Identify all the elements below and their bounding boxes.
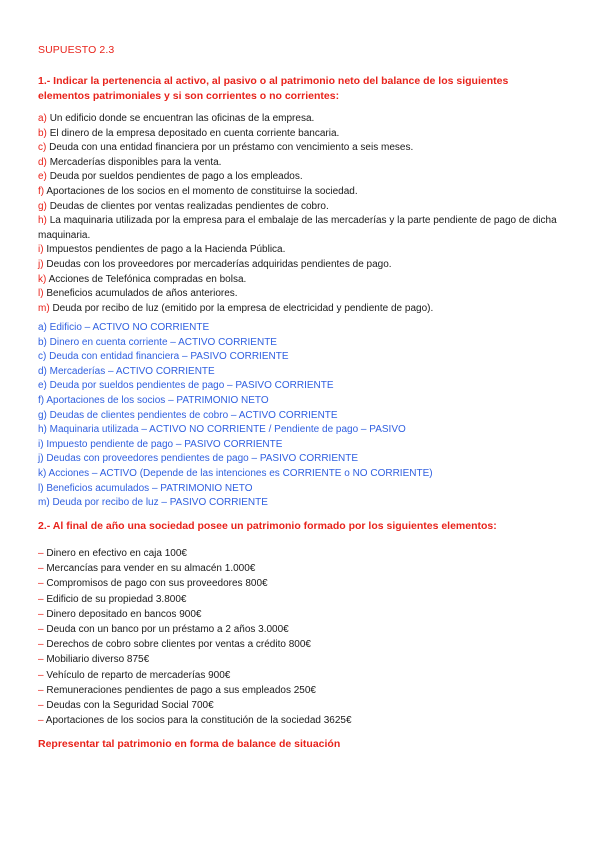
list-item: – Edificio de su propiedad 3.800€ [38, 593, 187, 605]
list-item: – Derechos de cobro sobre clientes por ventas a crédito 800€ [38, 639, 311, 651]
list-item: i) Impuestos pendientes de pago a la Hacienda Pública. [38, 244, 286, 256]
list-item: g) Deudas de clientes por ventas realizadas pendientes de cobro. [38, 200, 329, 212]
list-item: c) Deuda con una entidad financiera por un préstamo con vencimiento a seis meses. [38, 142, 414, 154]
answer-item: k) Acciones – ACTIVO (Depende de las intenciones es CORRIENTE o NO CORRIENTE) [38, 467, 433, 479]
list-item: m) Deuda por recibo de luz (emitido por la empresa de electricidad y pendiente de pago). [38, 302, 434, 314]
list-item: – Compromisos de pago con sus proveedores 800€ [38, 578, 268, 590]
answer-item: d) Mercaderías – ACTIVO CORRIENTE [38, 365, 215, 377]
question-1-items [38, 112, 568, 316]
list-item: – Deudas con la Seguridad Social 700€ [38, 700, 214, 712]
list-item: – Remuneraciones pendientes de pago a sus empleados 250€ [38, 684, 316, 696]
question-1-answers [38, 321, 568, 511]
list-item: – Mercancías para vender en su almacén 1.000€ [38, 563, 256, 575]
list-item: – Vehículo de reparto de mercaderías 900€ [38, 669, 231, 681]
question-2-heading: 2.- Al final de año una sociedad posee un patrimonio formado por los siguientes elementos: [38, 520, 497, 532]
answer-item: j) Deudas con proveedores pendientes de pago – PASIVO CORRIENTE [38, 453, 358, 465]
answer-item: l) Beneficios acumulados – PATRIMONIO NETO [38, 482, 253, 494]
answer-item: a) Edificio – ACTIVO NO CORRIENTE [38, 322, 210, 333]
answer-item: b) Dinero en cuenta corriente – ACTIVO CORRIENTE [38, 336, 277, 348]
answer-item: g) Deudas de clientes pendientes de cobro – ACTIVO CORRIENTE [38, 409, 338, 421]
list-item: k) Acciones de Telefónica compradas en bolsa. [38, 273, 247, 285]
answer-item: c) Deuda con entidad financiera – PASIVO CORRIENTE [38, 351, 289, 363]
list-item: d) Mercaderías disponibles para la venta. [38, 156, 222, 168]
list-item: h) La maquinaria utilizada por la empresa para el embalaje de las mercaderías y la parte pendiente de pago de dicha maquinaria. [38, 215, 557, 241]
list-item: – Dinero depositado en bancos 900€ [38, 608, 202, 620]
list-item: – Dinero en efectivo en caja 100€ [38, 548, 187, 559]
question-2-items [38, 546, 568, 728]
page-title: SUPUESTO 2.3 [38, 44, 115, 56]
list-item: – Aportaciones de los socios para la constitución de la sociedad 3625€ [38, 715, 352, 727]
list-item: b) El dinero de la empresa depositado en cuenta corriente bancaria. [38, 127, 340, 139]
list-item: j) Deudas con los proveedores por mercaderías adquiridas pendientes de pago. [38, 258, 392, 270]
answer-item: e) Deuda por sueldos pendientes de pago – PASIVO CORRIENTE [38, 380, 334, 392]
list-item: a) Un edificio donde se encuentran las oficinas de la empresa. [38, 113, 315, 124]
answer-item: i) Impuesto pendiente de pago – PASIVO CORRIENTE [38, 438, 283, 450]
answer-item: m) Deuda por recibo de luz – PASIVO CORRIENTE [38, 497, 268, 509]
list-item: f) Aportaciones de los socios en el momento de constituirse la sociedad. [38, 185, 358, 197]
list-item: e) Deuda por sueldos pendientes de pago a los empleados. [38, 171, 303, 183]
list-item: l) Beneficios acumulados de años anteriores. [38, 288, 238, 300]
answer-item: f) Aportaciones de los socios – PATRIMONIO NETO [38, 394, 269, 406]
final-instruction: Representar tal patrimonio en forma de balance de situación [38, 738, 341, 750]
list-item: – Mobiliario diverso 875€ [38, 654, 150, 666]
list-item: – Deuda con un banco por un préstamo a 2 años 3.000€ [38, 624, 289, 636]
question-1-heading: 1.- Indicar la pertenencia al activo, al pasivo o al patrimonio neto del balance de los siguientes elementos patrimoniales y si son corrientes o no corrientes: [38, 75, 509, 102]
answer-item: h) Maquinaria utilizada – ACTIVO NO CORRIENTE / Pendiente de pago – PASIVO [38, 424, 406, 436]
